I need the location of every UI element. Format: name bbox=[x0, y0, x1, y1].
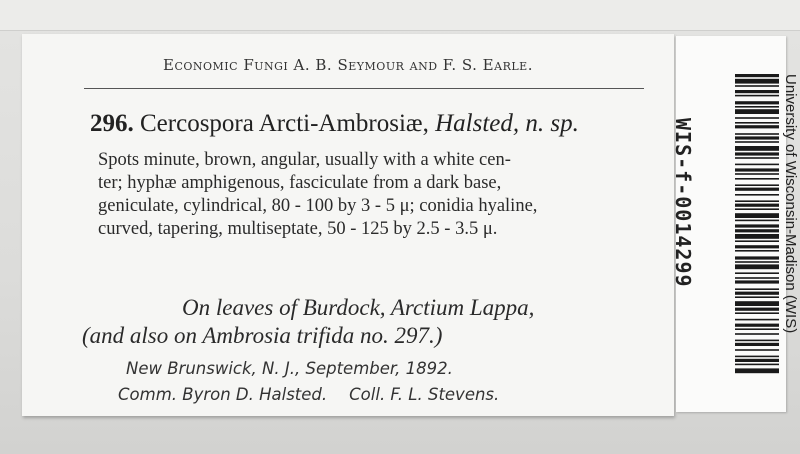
barcode-bar bbox=[735, 95, 779, 97]
barcode-bar bbox=[735, 79, 779, 84]
barcode-bar bbox=[735, 173, 779, 175]
description-line: ter; hyphæ amphigenous, fasciculate from a dark base, bbox=[98, 173, 502, 193]
barcode-bar bbox=[735, 90, 779, 93]
barcode-bar bbox=[735, 234, 779, 239]
barcode-bar bbox=[735, 213, 779, 218]
barcode-bar bbox=[735, 328, 779, 330]
barcode-bar bbox=[735, 264, 779, 269]
header-rule bbox=[84, 88, 644, 89]
barcode-bar bbox=[735, 245, 779, 248]
barcode-bar bbox=[735, 168, 779, 171]
barcode-bar bbox=[735, 349, 779, 351]
barcode-bar bbox=[735, 359, 779, 362]
label-header: Economic Fungi A. B. Seymour and F. S. Earle. bbox=[163, 56, 533, 74]
communicated-by: Comm. Byron D. Halsted. bbox=[118, 385, 328, 404]
barcode-bar bbox=[735, 301, 779, 306]
locality-date: New Brunswick, N. J., September, 1892. bbox=[126, 359, 453, 378]
barcode-bar bbox=[735, 136, 779, 139]
description-line: Spots minute, brown, angular, usually with a white cen- bbox=[98, 150, 511, 170]
host-line: On leaves of Burdock, Arctium Lappa, bbox=[182, 295, 535, 320]
barcode-bar bbox=[735, 250, 779, 252]
barcode-bar bbox=[735, 280, 779, 283]
barcode-bar bbox=[735, 109, 779, 114]
barcode-bar bbox=[735, 292, 779, 295]
barcode-bar bbox=[735, 312, 779, 314]
barcode-bar bbox=[735, 356, 779, 358]
barcode-bar bbox=[735, 157, 779, 159]
barcode-bar bbox=[735, 319, 779, 321]
collected-by: Coll. F. L. Stevens. bbox=[349, 385, 500, 404]
barcode-bar bbox=[735, 125, 779, 128]
barcode-bar bbox=[735, 220, 779, 222]
barcode-bar bbox=[735, 333, 779, 335]
barcode-bar bbox=[735, 178, 779, 180]
specimen-label bbox=[22, 34, 674, 416]
barcode-bar bbox=[735, 364, 779, 366]
barcode-bar bbox=[735, 324, 779, 327]
barcode-bar bbox=[735, 200, 779, 202]
barcode-bar bbox=[735, 117, 779, 119]
description-line: curved, tapering, multiseptate, 50 - 125 by 2.5 - 3.5 μ. bbox=[98, 219, 498, 239]
collection-info bbox=[118, 356, 666, 408]
barcode-bar bbox=[735, 146, 779, 151]
description-line: geniculate, cylindrical, 80 - 100 by 3 - 5 μ; conidia hyaline, bbox=[98, 196, 538, 216]
host-line: (and also on Ambrosia trifida no. 297.) bbox=[82, 323, 443, 348]
barcode-bar bbox=[735, 133, 779, 135]
barcode-bar bbox=[735, 106, 779, 108]
barcode-bar bbox=[735, 208, 779, 210]
barcode-bar bbox=[735, 74, 779, 77]
exsiccata-number: 296. bbox=[90, 110, 134, 137]
barcode-bar bbox=[735, 308, 779, 311]
barcode-bar bbox=[735, 272, 779, 274]
host-info bbox=[82, 294, 662, 350]
barcode-bar bbox=[735, 152, 779, 155]
barcode-bar bbox=[735, 340, 779, 342]
barcode-bar bbox=[735, 141, 779, 143]
barcode-bar bbox=[735, 296, 779, 298]
barcode-bar bbox=[735, 204, 779, 207]
barcode-bar bbox=[735, 164, 779, 166]
species-authority: Halsted, n. sp. bbox=[435, 110, 579, 137]
barcode-bar bbox=[735, 240, 779, 242]
barcode-bar bbox=[735, 277, 779, 279]
barcode-bar bbox=[735, 224, 779, 227]
species-description bbox=[98, 149, 664, 241]
specimen-title bbox=[90, 110, 670, 138]
barcode-bar bbox=[735, 101, 779, 104]
barcode-bar bbox=[735, 288, 779, 290]
barcode-bar bbox=[735, 256, 779, 259]
barcode-bar bbox=[735, 368, 779, 373]
barcode-bar bbox=[735, 85, 779, 87]
barcode-bar bbox=[735, 122, 779, 124]
barcode-bar bbox=[735, 343, 779, 346]
species-name: Cercospora Arcti-Ambrosiæ, bbox=[140, 110, 429, 137]
barcode-icon bbox=[735, 74, 779, 374]
barcode-bar bbox=[735, 188, 779, 191]
barcode-bar bbox=[735, 184, 779, 186]
barcode-bar bbox=[735, 194, 779, 196]
collector-line bbox=[118, 382, 666, 408]
barcode-bar bbox=[735, 261, 779, 263]
sheet-top-edge bbox=[0, 0, 800, 31]
barcode-bar bbox=[735, 229, 779, 232]
